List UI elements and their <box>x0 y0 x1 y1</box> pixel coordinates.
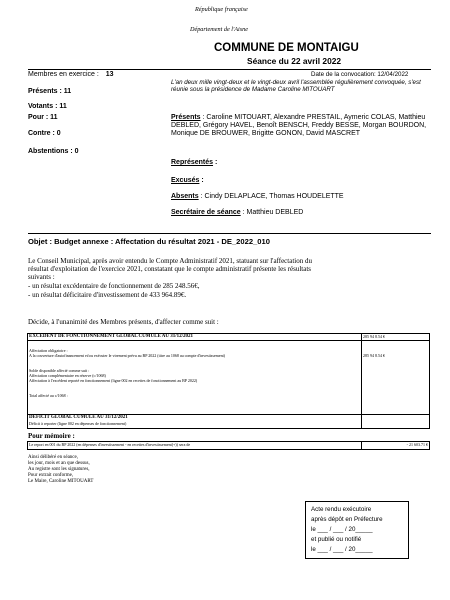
excused-heading: Excusés <box>171 177 200 184</box>
table-row-excedent <box>28 334 430 341</box>
stamp-line-1: Acte rendu exécutoire <box>311 506 372 513</box>
affectation-value: 285 94 8.54 € <box>363 353 385 358</box>
affectation-value-cell <box>362 341 430 415</box>
solde-line-2: Affectation à l'excédent reporté en fonctionnement (ligne 002 en recettes de fonctionnement au BP 2022) <box>29 378 198 383</box>
present-block <box>171 114 429 139</box>
present-heading: Présents <box>171 114 201 121</box>
secretary-heading: Secrétaire de séance <box>171 209 241 216</box>
absent-heading: Absents <box>171 193 199 200</box>
excused-block <box>171 177 204 185</box>
table-row-affectation <box>28 341 430 415</box>
deficit-value-cell <box>362 415 430 429</box>
prefecture-stamp-box <box>305 501 409 559</box>
represented-block <box>171 159 217 167</box>
secretary-block <box>171 209 303 217</box>
represented-names: : <box>213 159 218 166</box>
memo-label: Pour mémoire : <box>28 432 75 440</box>
stamp-line-2: après dépôt en Préfecture <box>311 516 383 523</box>
absent-block <box>171 193 344 201</box>
absent-names: : Cindy DELAPLACE, Thomas HOUDELETTE <box>198 193 344 200</box>
members-value: 13 <box>105 71 114 78</box>
session-title: Séance du 22 avril 2022 <box>247 56 342 66</box>
deficit-label: DEFICIT GLOBAL CUMULE AU 31/12/2021 <box>29 415 128 420</box>
subject-line: Objet : Budget annexe : Affectation du résultat 2021 - DE_2022_010 <box>28 237 270 246</box>
result-line-1: - un résultat excédentaire de fonctionnement de 285 248.56€, <box>28 282 200 290</box>
intro-paragraph: L'an deux mille vingt-deux et le vingt-deux avril l'assemblée régulièrement convoquée, s'est réunie sous la présidence de Madame Caroline MITOUART <box>171 79 421 94</box>
republic-label: République française <box>195 6 248 13</box>
result-line-2: - un résultat déficitaire d'investissement de 433 964.89€. <box>28 291 187 299</box>
convocation-date: Date de la convocation: 12/04/2022 <box>311 71 409 78</box>
represented-heading: Représentés <box>171 159 214 166</box>
members-label: Membres en exercice : <box>28 71 99 78</box>
stamp-line-4: et publié ou notifié <box>311 536 362 543</box>
total-label: Total affecté au c/1068 : <box>29 393 68 398</box>
memo-value: - 21 603.71 € <box>362 442 430 450</box>
secretary-name: : Matthieu DEBLED <box>240 209 304 216</box>
solde-line-1: Affectation complémentaire en réserve (c/1068) <box>29 373 106 378</box>
middle-rule <box>28 233 431 234</box>
deficit-line: Déficit à reporter (ligne 002 en dépenses de fonctionnement) <box>29 421 127 426</box>
excedent-label: EXCEDENT DE FONCTIONNEMENT GLOBAL CUMULE AU 31/12/2021 <box>28 334 362 341</box>
deficit-cell <box>28 415 362 429</box>
decision-line: Décide, à l'unanimité des Membres présents, d'affecter comme suit : <box>28 318 219 326</box>
affectation-line: A la couverture d'autofinancement et/ou exécuter le virement prévu au BP 2022 (titre au 1068 au compte d'investissement) <box>29 353 226 358</box>
memo-table <box>27 441 430 450</box>
memo-row <box>28 442 430 450</box>
affectation-label: Affectation obligatoire : <box>29 348 68 353</box>
members-line <box>28 71 114 79</box>
present-names: : Caroline MITOUART, Alexandre PRESTAIL, Aymeric COLAS, Matthieu DEBLED, Grégory HAVEL, Benoît BENSCH, Freddy BESSE, Morgan BOURDON, Monique DE BROUWER, Brigitte GONON, David MASCRET <box>171 114 427 138</box>
closing-block <box>28 455 93 485</box>
memo-line: Le report en 001 du BP 2022 (en dépenses d'investissement - en recettes d'investissement(+)) sera de <box>28 442 362 450</box>
excused-names: : <box>199 177 204 184</box>
for-count: Pour : 11 <box>28 114 58 121</box>
affectation-cell <box>28 341 362 415</box>
present-count: Présents : 11 <box>28 88 72 95</box>
top-rule <box>28 69 431 70</box>
allocation-table <box>27 333 430 429</box>
stamp-line-3: le ___ / ___ / 20_____ <box>311 526 373 533</box>
solde-label: Solde disponible affecté comme suit : <box>29 368 90 373</box>
department-label: Département de l'Aisne <box>190 26 249 33</box>
closing-line-3: Au registre sont les signatures, <box>28 467 90 472</box>
commune-title: COMMUNE DE MONTAIGU <box>214 42 359 54</box>
closing-line-5: Le Maire, Caroline MITOUART <box>28 479 94 484</box>
closing-line-2: les jour, mois et an que dessus, <box>28 461 90 466</box>
against-count: Contre : 0 <box>28 130 61 137</box>
closing-line-1: Ainsi délibéré en séance, <box>28 455 78 460</box>
excedent-value: 285 94 8.54 € <box>362 334 430 341</box>
table-row-deficit <box>28 415 430 429</box>
closing-line-4: Pour extrait conforme, <box>28 473 74 478</box>
voters-count: Votants : 11 <box>28 103 67 110</box>
stamp-line-5: le ___ / ___ / 20_____ <box>311 546 373 553</box>
abstentions-count: Abstentions : 0 <box>28 148 79 155</box>
body-paragraph: Le Conseil Municipal, après avoir entendu le Compte Administratif 2021, statuant sur l'affectation du résultat d'exploitation de l'exercice 2021, constatant que le compte administratif présente les résultats suivants : <box>28 257 312 282</box>
